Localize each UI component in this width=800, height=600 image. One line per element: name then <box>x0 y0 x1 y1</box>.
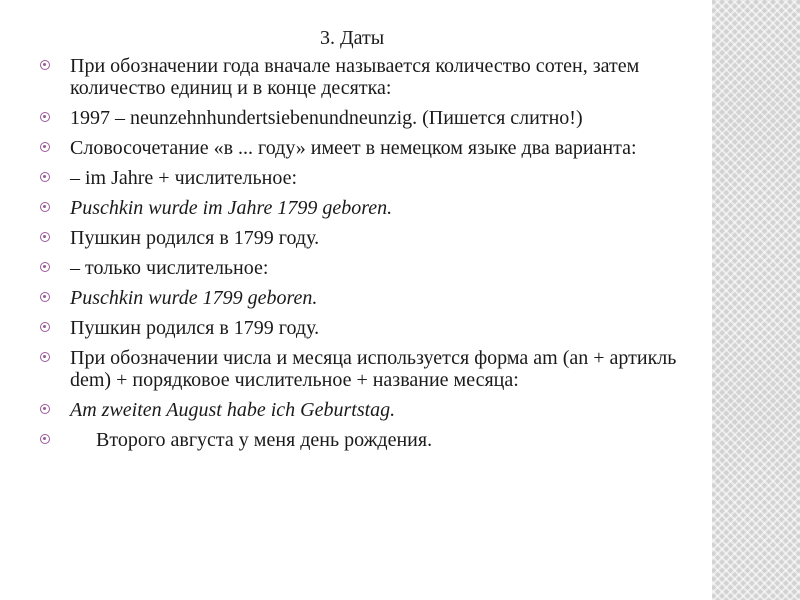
bullet-icon <box>40 112 50 122</box>
bullet-icon <box>40 292 50 302</box>
list-item-text: 1997 – neunzehnhundertsiebenundneunzig. (Пишется слитно!) <box>70 107 583 129</box>
list-item <box>38 257 678 279</box>
bullet-icon <box>40 202 50 212</box>
list-item-text: При обозначении года вначале называется количество сотен, затем количество единиц и в конце десятка: <box>70 55 640 99</box>
list-item-text: Puschkin wurde 1799 geboren. <box>70 287 318 309</box>
list-item-text: Пушкин родился в 1799 году. <box>70 317 320 339</box>
bullet-icon <box>40 142 50 152</box>
list-item <box>38 197 678 219</box>
bullet-icon <box>40 172 50 182</box>
slide-title: 3. Даты <box>320 27 385 49</box>
list-item <box>38 429 678 451</box>
bullet-icon <box>40 60 50 70</box>
list-item <box>38 317 678 339</box>
list-item <box>38 107 678 129</box>
list-item-text: При обозначении числа и месяца используется форма am (an + артикль dem) + порядковое числительное + название месяца: <box>70 347 677 391</box>
bullet-list <box>38 55 678 459</box>
side-decorative-panel <box>712 0 800 600</box>
list-item-text: Puschkin wurde im Jahre 1799 geboren. <box>70 197 393 219</box>
list-item <box>38 227 678 249</box>
bullet-icon <box>40 352 50 362</box>
bullet-icon <box>40 404 50 414</box>
list-item-text: Пушкин родился в 1799 году. <box>70 227 320 249</box>
list-item-text: – только числительное: <box>70 257 269 279</box>
list-item-text: – im Jahre + числительное: <box>70 167 298 189</box>
list-item <box>38 167 678 189</box>
bullet-icon <box>40 434 50 444</box>
list-item-text: Словосочетание «в ... году» имеет в немецком языке два варианта: <box>70 137 637 159</box>
list-item <box>38 399 678 421</box>
bullet-icon <box>40 262 50 272</box>
list-item <box>38 287 678 309</box>
bullet-icon <box>40 232 50 242</box>
list-item <box>38 137 678 159</box>
list-item-text: Am zweiten August habe ich Geburtstag. <box>70 399 396 421</box>
list-item <box>38 55 678 99</box>
list-item-text: Второго августа у меня день рождения. <box>96 429 433 451</box>
bullet-icon <box>40 322 50 332</box>
list-item <box>38 347 678 391</box>
